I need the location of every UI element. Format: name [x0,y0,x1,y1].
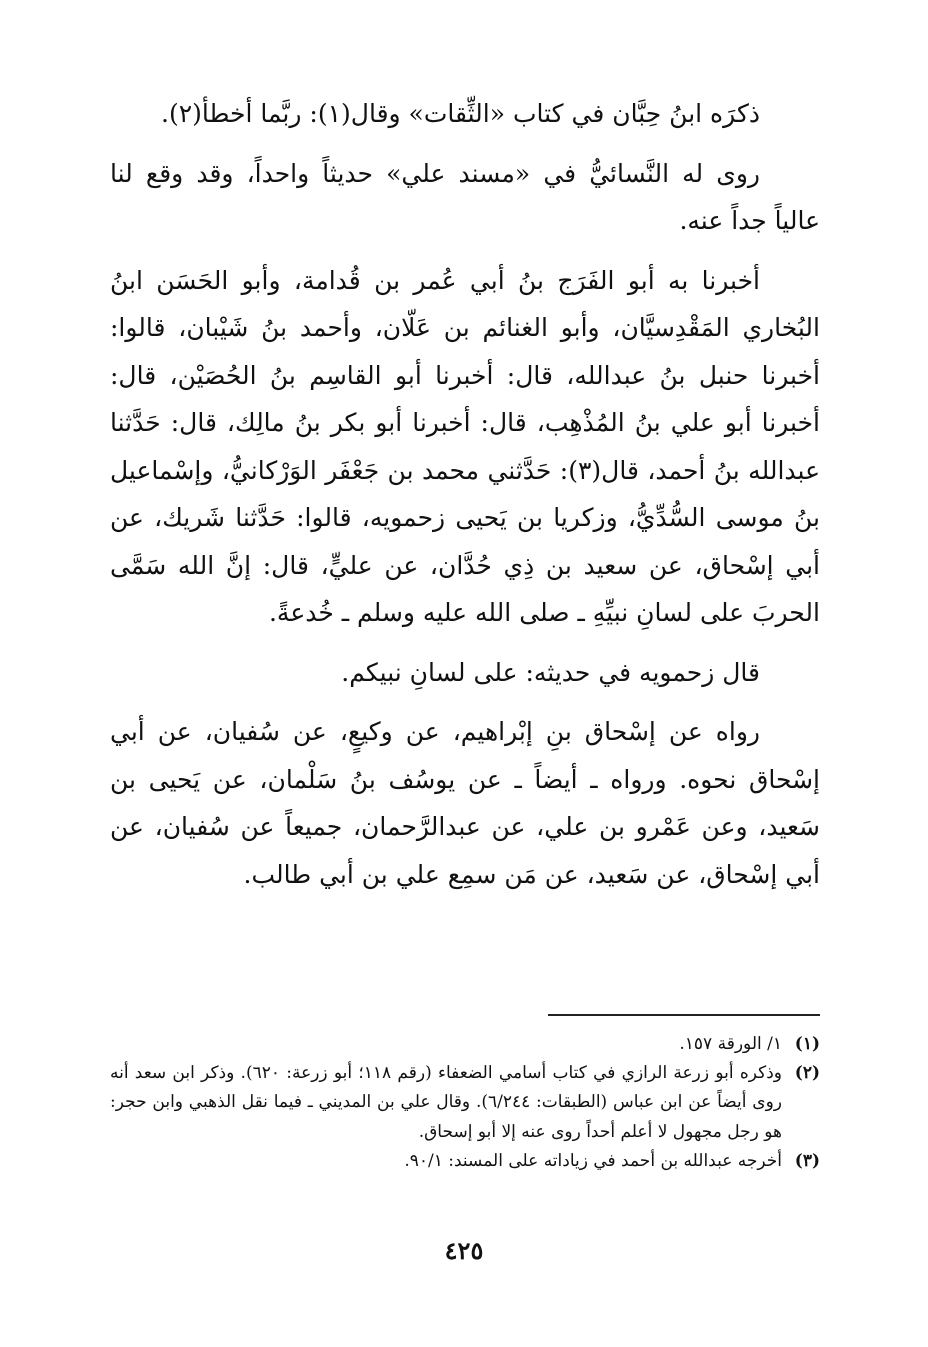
footnote-1-text: ١/ الورقة ١٥٧. [679,1034,782,1054]
paragraph-ibn-hibban: ذكرَه ابنُ حِبَّان في كتاب «الثِّقات» وقال(١): ربَّما أخطأ(٢). [161,99,760,128]
footnote-2-text: وذكره أبو زرعة الرازي في كتاب أسامي الضعفاء (رقم ١١٨؛ أبو زرعة: ٦٢٠). وذكر ابن سعد أنه روى أيضاً عن ابن عباس (الطبقات: ٦/٢٤٤). وقال علي بن المديني ـ فيما نقل الذهبي وابن حجر: هو رجل مجهول لا أعلم أحداً روى عنه إلا أبو إسحاق. [110,1063,782,1142]
page-number: ٤٢٥ [444,1236,484,1265]
footnote-separator [548,1014,820,1016]
footnote-3-number: (٣) [794,1150,820,1171]
footnote-2 [110,1059,820,1147]
paragraph-zahmawayh: قال زحمويه في حديثه: على لسانِ نبيكم. [341,657,760,687]
paragraph-isnad: أخبرنا به أبو الفَرَج بنُ أبي عُمر بن قُدامة، وأبو الحَسَن ابنُ البُخاري المَقْدِسيَّان، وأبو الغنائم بن عَلّان، وأحمد بنُ شَيْبان، قالوا: أخبرنا حنبل بنُ عبدالله، قال: أخبرنا أبو القاسِم بنُ الحُصَيْن، قال: أخبرنا أبو علي بنُ المُذْهِب، قال: أخبرنا أبو بكر بنُ مالِك، قال: حَدَّثنا عبدالله بنُ أحمد، قال(٣): حَدَّثني محمد بن جَعْفَر الوَرْكانيُّ، وإسْماعيل بنُ موسى السُّدِّيُّ، وزكريا بن يَحيى زحمويه، قالوا: حَدَّثنا شَريك، عن أبي إسْحاق، عن سعيد بن ذِي حُدَّان، عن عليٍّ، قال: إنَّ الله سَمَّى الحربَ على لسانِ نبيِّهِ ـ صلى الله عليه وسلم ـ خُدعةً. [110,265,821,627]
paragraph-nasai: روى له النَّسائيُّ في «مسند علي» حديثاً واحداً، وقد وقع لنا عالياً جداً عنه. [110,158,820,235]
footnote-3-text: أخرجه عبدالله بن أحمد في زياداته على المسند: ٩٠/١. [404,1150,782,1171]
footnote-2-number: (٢) [794,1063,820,1084]
footnote-1 [110,1030,820,1059]
footnote-3 [110,1147,820,1176]
footnotes [110,1030,820,1176]
paragraph-riwaya: رواه عن إسْحاق بنِ إبْراهيم، عن وكيعٍ، عن سُفيان، عن أبي إسْحاق نحوه. ورواه ـ أيضاً ـ عن يوسُف بنُ سَلْمان، عن يَحيى بن سَعيد، وعن عَمْرو بن علي، عن عبدالرَّحمان، جميعاً عن سُفيان، عن أبي إسْحاق، عن سَعيد، عن مَن سمِع علي بن أبي طالب. [110,717,820,889]
footnote-1-number: (١) [794,1034,820,1054]
main-text [110,90,820,898]
